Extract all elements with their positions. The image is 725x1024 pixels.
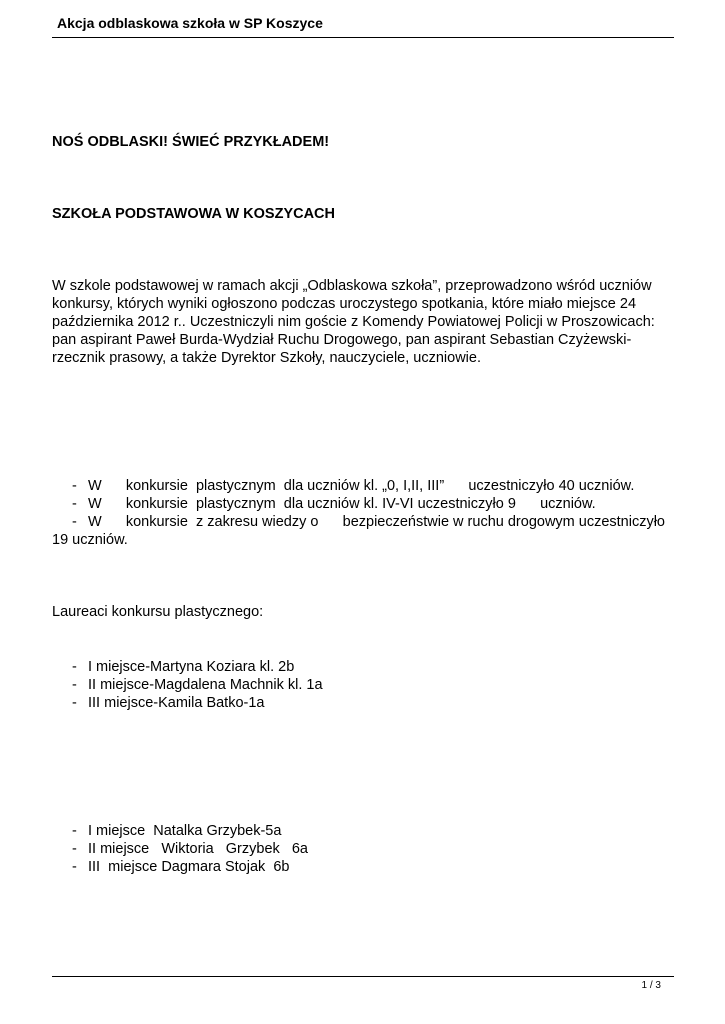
intro-line: rzecznik prasowy, a także Dyrektor Szkoły, nauczyciele, uczniowie. [52, 350, 481, 366]
list-dash: - [72, 496, 77, 512]
list-dash: - [72, 514, 77, 530]
intro-paragraph [52, 277, 655, 367]
school-name: SZKOŁA PODSTAWOWA W KOSZYCACH [52, 206, 336, 222]
intro-line: października 2012 r.. Uczestniczyli nim goście z Komendy Powiatowej Policji w Proszowicach: [52, 314, 655, 330]
page-header [52, 13, 674, 38]
laureates-list-1 [52, 658, 452, 712]
list-dash: - [72, 823, 77, 839]
list-dash: - [72, 659, 77, 675]
laureate-entry: III miejsce Dagmara Stojak 6b [88, 859, 290, 875]
list-dash: - [72, 841, 77, 857]
list-dash: - [72, 478, 77, 494]
list-dash: - [72, 695, 77, 711]
page-number: 1 / 3 [641, 980, 661, 991]
list-dash: - [72, 677, 77, 693]
list-item [52, 840, 452, 858]
contests-list [52, 477, 674, 549]
laureates-list-2 [52, 822, 452, 876]
contest-item [52, 477, 674, 495]
headline: NOŚ ODBLASKI! ŚWIEĆ PRZYKŁADEM! [52, 134, 330, 150]
laureate-entry: II miejsce Wiktoria Grzybek 6a [88, 841, 308, 857]
list-item [52, 858, 452, 876]
intro-line: pan aspirant Paweł Burda-Wydział Ruchu Drogowego, pan aspirant Sebastian Czyżewski- [52, 332, 632, 348]
contest-text: W konkursie plastycznym dla uczniów kl. „0, I,II, III” uczestniczyło 40 uczniów. [88, 478, 635, 494]
list-item [52, 658, 452, 676]
laureate-entry: II miejsce-Magdalena Machnik kl. 1a [88, 677, 323, 693]
contest-item [52, 495, 674, 513]
contest-text: W konkursie plastycznym dla uczniów kl. IV-VI uczestniczyło 9 uczniów. [88, 496, 596, 512]
footer-divider [52, 976, 674, 977]
contest-item [52, 513, 674, 531]
list-item [52, 694, 452, 712]
laureate-entry: I miejsce Natalka Grzybek-5a [88, 823, 282, 839]
document-title: Akcja odblaskowa szkoła w SP Koszyce [57, 15, 323, 31]
contest-continuation: 19 uczniów. [52, 532, 128, 548]
intro-line: konkursy, których wyniki ogłoszono podczas uroczystego spotkania, które miało miejsce 24 [52, 296, 637, 312]
laureate-entry: III miejsce-Kamila Batko-1a [88, 695, 265, 711]
laureate-entry: I miejsce-Martyna Koziara kl. 2b [88, 659, 295, 675]
contest-text: W konkursie z zakresu wiedzy o bezpieczeństwie w ruchu drogowym uczestniczyło [88, 514, 665, 530]
intro-line: W szkole podstawowej w ramach akcji „Odblaskowa szkoła”, przeprowadzono wśród uczniów [52, 278, 652, 294]
list-item [52, 676, 452, 694]
list-item [52, 822, 452, 840]
laureates-heading: Laureaci konkursu plastycznego: [52, 604, 264, 620]
list-dash: - [72, 859, 77, 875]
